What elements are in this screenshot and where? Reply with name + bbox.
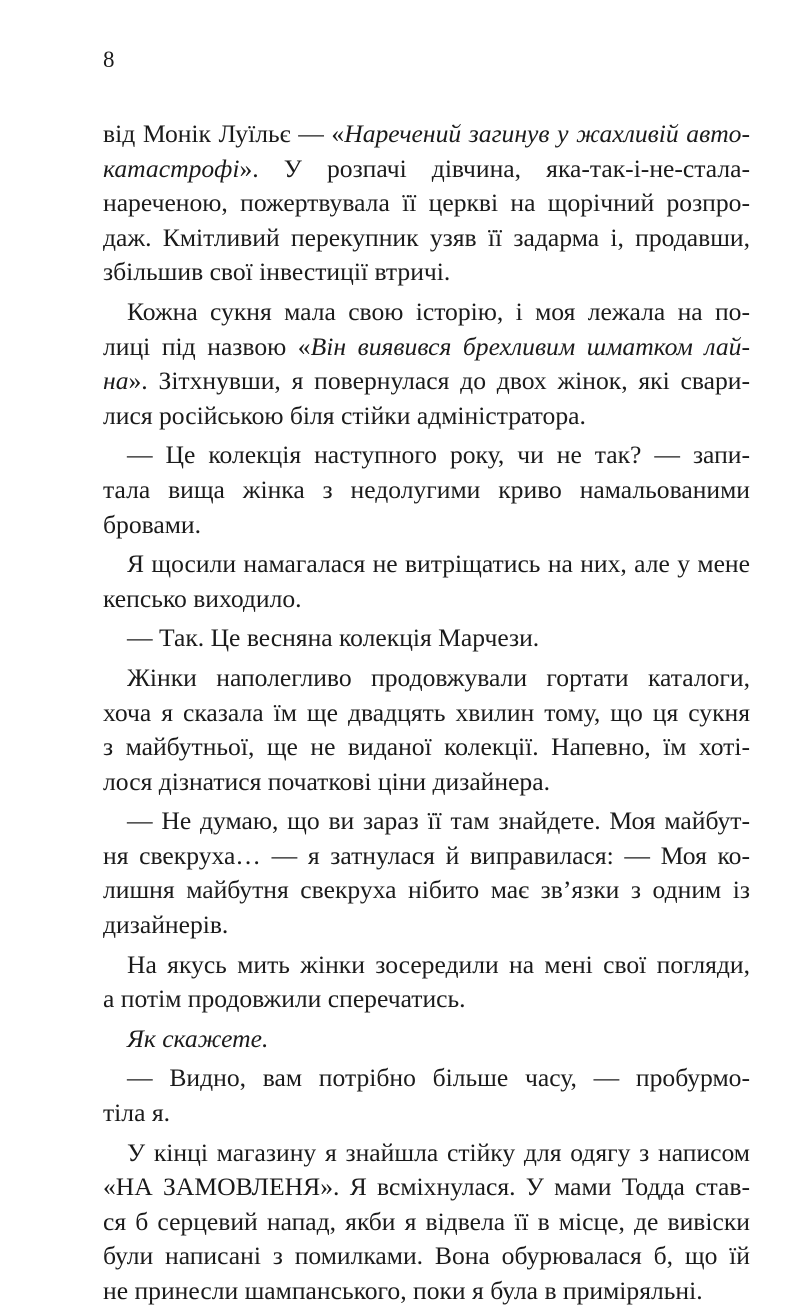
paragraph bbox=[103, 117, 750, 290]
text-line bbox=[103, 1136, 750, 1171]
text-line bbox=[103, 117, 750, 152]
text-line bbox=[103, 255, 750, 290]
text-line bbox=[103, 582, 750, 617]
paragraph bbox=[103, 621, 750, 656]
text-segment: ». У розпачі дівчина, яка-так-і-не-стала- bbox=[239, 153, 750, 183]
italic-text: Як скажете. bbox=[127, 1023, 269, 1053]
text-segment: хоча я сказала їм ще двадцять хвилин тому, що ця сукня bbox=[103, 697, 750, 727]
text-segment: а потім продовжили сперечатись. bbox=[103, 984, 466, 1014]
text-segment: У кінці магазину я знайшла стійку для одягу з написом bbox=[127, 1137, 750, 1167]
text-line bbox=[103, 1239, 750, 1274]
text-line bbox=[103, 152, 750, 187]
text-line bbox=[103, 730, 750, 765]
text-line bbox=[103, 364, 750, 399]
text-line bbox=[103, 399, 750, 434]
paragraph bbox=[103, 1061, 750, 1130]
italic-text: катастрофі bbox=[103, 153, 240, 183]
text-line bbox=[103, 765, 750, 800]
text-line bbox=[103, 982, 750, 1017]
text-line bbox=[103, 696, 750, 731]
paragraph bbox=[103, 1136, 750, 1309]
text-line bbox=[103, 839, 750, 874]
text-segment: збільшив свої інвестиції втричі. bbox=[103, 257, 451, 287]
text-line bbox=[103, 621, 750, 656]
text-segment: — Це колекція наступного року, чи не так? — запи- bbox=[127, 440, 750, 470]
text-line bbox=[103, 508, 750, 543]
text-segment: дизайнерів. bbox=[103, 910, 229, 940]
body-text bbox=[103, 117, 750, 1309]
text-segment: лися російською біля стійки адміністратора. bbox=[103, 400, 586, 430]
text-line bbox=[103, 1170, 750, 1205]
text-line bbox=[103, 473, 750, 508]
text-segment: нареченою, пожертвувала її церкві на щорічний розпро- bbox=[103, 188, 750, 218]
text-line bbox=[103, 438, 750, 473]
paragraph bbox=[103, 547, 750, 616]
text-segment: кепсько виходило. bbox=[103, 583, 302, 613]
text-line bbox=[103, 330, 750, 365]
text-segment: лиці під назвою « bbox=[103, 331, 311, 361]
text-segment: Кожна сукня мала свою історію, і моя лежала на по- bbox=[127, 296, 750, 326]
italic-text: Він виявився брехливим шматком лай- bbox=[310, 331, 750, 361]
paragraph bbox=[103, 804, 750, 942]
text-line bbox=[103, 1096, 750, 1131]
text-segment: ся б серцевий напад, якби я відвела її в місце, де вивіски bbox=[103, 1206, 750, 1236]
page-number: 8 bbox=[103, 47, 115, 72]
text-segment: Я щосили намагалася не витріщатись на них, але у мене bbox=[127, 549, 750, 579]
text-segment: тала вища жінка з недолугими криво намальованими bbox=[103, 474, 750, 504]
italic-text: Наречений загинув у жахливій авто- bbox=[344, 119, 750, 148]
text-segment: ня свекруха… — я затнулася й виправилася: — Моя ко- bbox=[103, 840, 750, 870]
paragraph bbox=[103, 948, 750, 1017]
text-segment: лося дізнатися початкові ціни дизайнера. bbox=[103, 766, 550, 796]
text-segment: не принесли шампанського, поки я була в приміряльні. bbox=[103, 1276, 703, 1305]
paragraph bbox=[103, 438, 750, 542]
text-line bbox=[103, 186, 750, 221]
text-line bbox=[103, 804, 750, 839]
text-segment: На якусь мить жінки зосередили на мені свої погляди, bbox=[127, 949, 750, 979]
paragraph bbox=[103, 295, 750, 433]
text-segment: від Монік Луїльє — « bbox=[103, 119, 345, 148]
text-segment: бровами. bbox=[103, 509, 202, 539]
text-line bbox=[103, 873, 750, 908]
text-segment: ». Зітхнувши, я повернулася до двох жінок, які свари- bbox=[128, 366, 750, 396]
text-segment: — Не думаю, що ви зараз її там знайдете. Моя майбут- bbox=[127, 806, 750, 836]
text-line bbox=[103, 221, 750, 256]
text-segment: даж. Кмітливий перекупник узяв її задарма і, продавши, bbox=[103, 222, 750, 252]
text-segment: «НА ЗАМОВЛЕНЯ». Я всміхнулася. У мами Тодда став- bbox=[103, 1172, 750, 1202]
paragraph bbox=[103, 661, 750, 799]
text-segment: лишня майбутня свекруха нібито має зв’язки з одним із bbox=[103, 875, 750, 905]
text-segment: з майбутньої, ще не виданої колекції. Напевно, їм хоті- bbox=[103, 732, 750, 762]
text-line bbox=[103, 1061, 750, 1096]
text-segment: — Видно, вам потрібно більше часу, — пробурмо- bbox=[127, 1063, 750, 1093]
text-segment: Жінки наполегливо продовжували гортати каталоги, bbox=[127, 662, 750, 692]
text-line bbox=[103, 661, 750, 696]
text-segment: — Так. Це весняна колекція Марчези. bbox=[127, 623, 540, 653]
italic-text: на bbox=[103, 366, 129, 396]
text-line bbox=[103, 547, 750, 582]
paragraph bbox=[103, 1022, 750, 1057]
text-line bbox=[103, 1274, 750, 1309]
text-line bbox=[103, 295, 750, 330]
text-line bbox=[103, 908, 750, 943]
text-line bbox=[103, 1205, 750, 1240]
text-line bbox=[103, 948, 750, 983]
text-segment: тіла я. bbox=[103, 1098, 170, 1128]
text-line bbox=[103, 1022, 750, 1057]
text-segment: були написані з помилками. Вона обурювалася б, що їй bbox=[103, 1241, 750, 1271]
